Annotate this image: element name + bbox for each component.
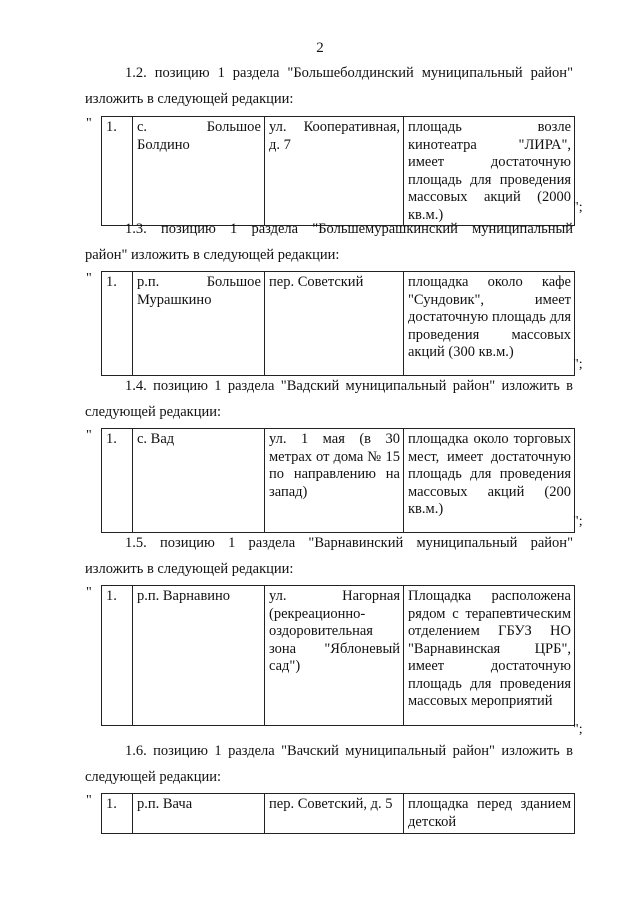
close-quote: "; xyxy=(573,514,583,529)
intro-line: следующей редакции: xyxy=(85,769,222,785)
locality-cell: р.п. Большое Мурашкино xyxy=(133,272,265,376)
locality-cell: р.п. Варнавино xyxy=(133,586,265,726)
table-row xyxy=(102,429,575,533)
amendment-table xyxy=(101,585,575,726)
table-row xyxy=(102,586,575,726)
section-intro xyxy=(85,60,573,112)
description-cell: Площадка расположена рядом с терапевтическим отделением ГБУЗ НО "Варнавинская ЦРБ", имеет достаточную площадь для проведения массовых мероприятий xyxy=(404,586,575,726)
table-row xyxy=(102,272,575,376)
row-number: 1. xyxy=(102,272,133,376)
description-cell: площадка около торговых мест, имеет достаточную площадь для проведения массовых акций (200 кв.м.) xyxy=(404,429,575,533)
row-number: 1. xyxy=(102,794,133,834)
amendment-table xyxy=(101,428,575,533)
locality-cell: с. Вад xyxy=(133,429,265,533)
intro-line: район" изложить в следующей редакции: xyxy=(85,247,340,263)
intro-line: изложить в следующей редакции: xyxy=(85,561,294,577)
intro-line: следующей редакции: xyxy=(85,404,222,420)
row-number: 1. xyxy=(102,117,133,226)
address-cell: пер. Советский xyxy=(265,272,404,376)
section-intro xyxy=(85,738,573,790)
address-cell: пер. Советский, д. 5 xyxy=(265,794,404,834)
address-cell: ул. 1 мая (в 30 метрах от дома № 15 по направлению на запад) xyxy=(265,429,404,533)
close-quote: "; xyxy=(573,722,583,737)
intro-line: 1.3. позицию 1 раздела "Большемурашкинский муниципальный xyxy=(125,221,573,237)
open-quote: " xyxy=(86,116,92,131)
intro-line: изложить в следующей редакции: xyxy=(85,91,294,107)
section-intro xyxy=(85,530,573,582)
open-quote: " xyxy=(86,585,92,600)
intro-line: 1.5. позицию 1 раздела "Варнавинский муниципальный район" xyxy=(125,535,573,551)
section-intro xyxy=(85,216,573,268)
intro-line: 1.6. позицию 1 раздела "Вачский муниципальный район" изложить в xyxy=(125,743,573,759)
close-quote: "; xyxy=(573,357,583,372)
intro-line: 1.2. позицию 1 раздела "Большеболдинский муниципальный район" xyxy=(125,65,573,81)
table-row xyxy=(102,794,575,834)
section-intro xyxy=(85,373,573,425)
description-cell: площадь возле кинотеатра "ЛИРА", имеет достаточную площадь для проведения массовых акций (2000 кв.м.) xyxy=(404,117,575,226)
locality-cell: с. Большое Болдино xyxy=(133,117,265,226)
address-cell: ул. Кооперативная, д. 7 xyxy=(265,117,404,226)
close-quote: "; xyxy=(573,200,583,215)
amendment-table xyxy=(101,271,575,376)
row-number: 1. xyxy=(102,586,133,726)
page-number: 2 xyxy=(316,40,324,56)
description-cell: площадка около кафе "Сундовик", имеет достаточную площадь для проведения массовых акций (300 кв.м.) xyxy=(404,272,575,376)
open-quote: " xyxy=(86,271,92,286)
amendment-table xyxy=(101,793,575,834)
address-cell: ул. Нагорная (рекреационно-оздоровительная зона "Яблоневый сад") xyxy=(265,586,404,726)
amendment-table xyxy=(101,116,575,226)
description-cell: площадка перед зданием детской xyxy=(404,794,575,834)
open-quote: " xyxy=(86,428,92,443)
intro-line: 1.4. позицию 1 раздела "Вадский муниципальный район" изложить в xyxy=(125,378,573,394)
open-quote: " xyxy=(86,793,92,808)
table-row xyxy=(102,117,575,226)
locality-cell: р.п. Вача xyxy=(133,794,265,834)
row-number: 1. xyxy=(102,429,133,533)
